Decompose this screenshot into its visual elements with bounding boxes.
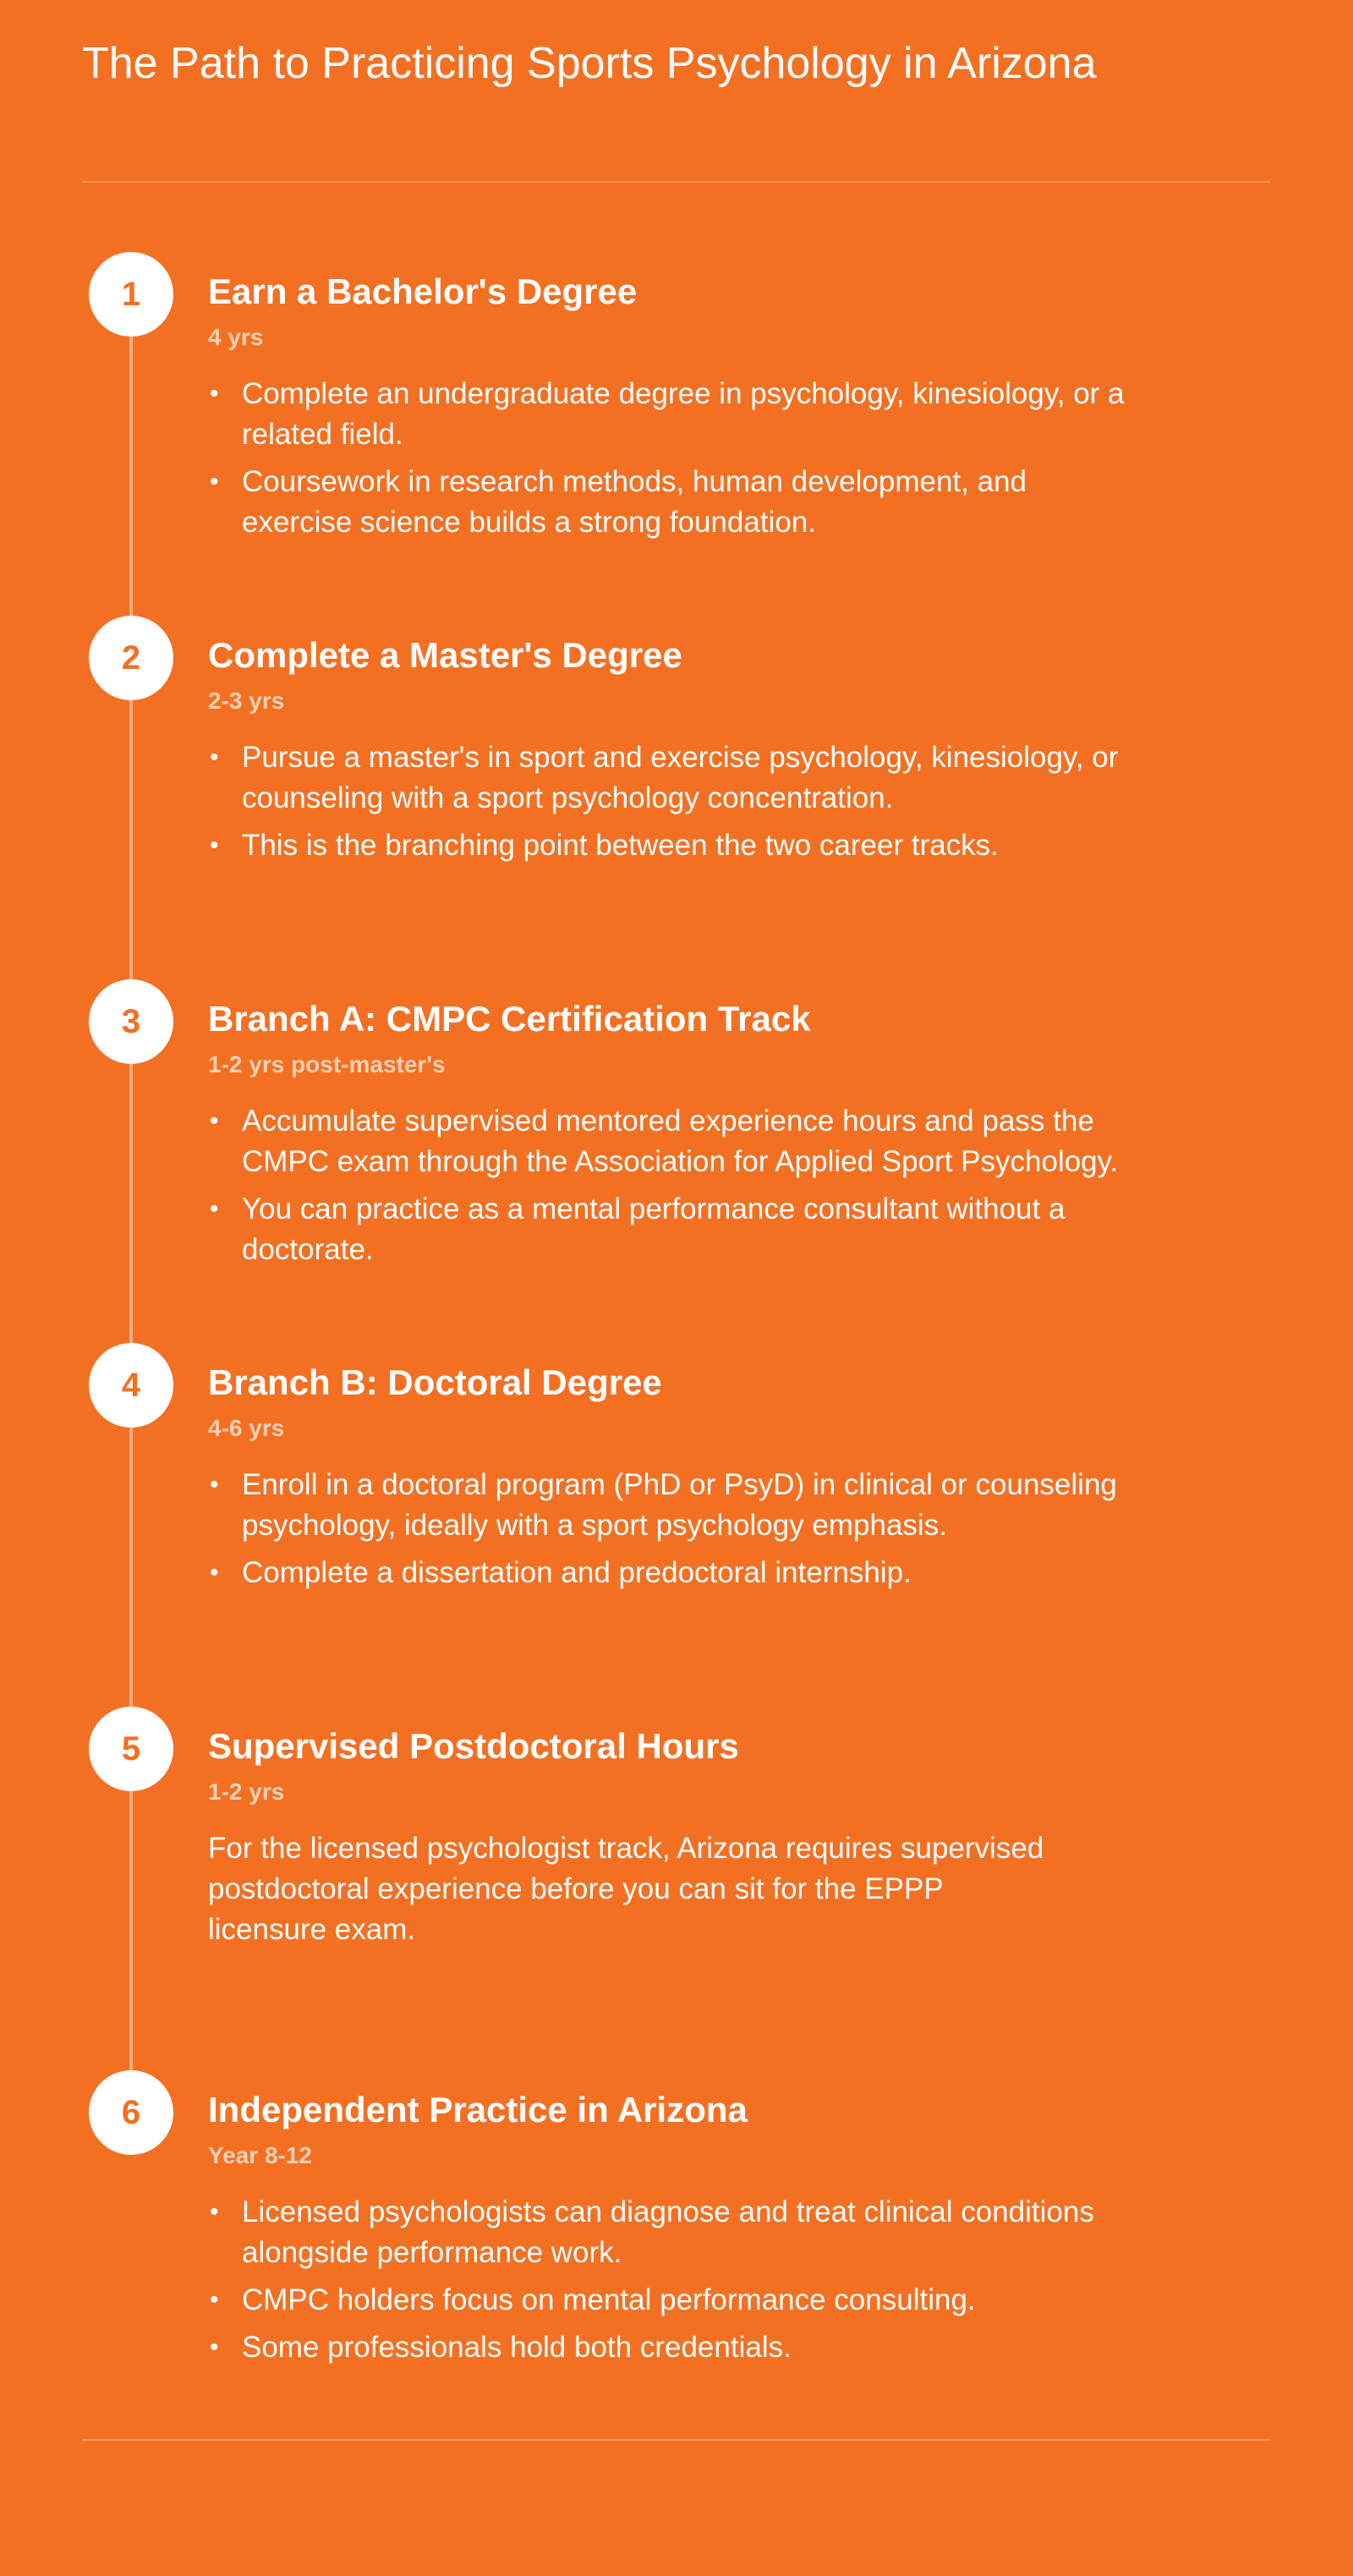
step-title: Independent Practice in Arizona [208,2090,748,2129]
step-number-circle: 5 [89,1707,173,1791]
step-duration: 2-3 yrs [208,688,285,714]
step-number-circle: 2 [89,616,173,700]
step-bullet-list [208,2192,1138,2375]
timeline-line [129,293,133,2153]
step-description: For the licensed psychologist track, Arizona requires supervised postdoctoral experience before you can sit for the EPPP licensure exam. [208,1832,1044,1946]
page-title: The Path to Practicing Sports Psychology in Arizona [82,39,1097,88]
step-number-circle: 6 [89,2070,173,2155]
step-bullet-list [208,1101,1138,1277]
step-bullet: • You can practice as a mental performance consultant without a doctorate. [208,1189,1138,1270]
step-title: Complete a Master's Degree [208,635,682,675]
step-bullet: • Coursework in research methods, human development, and exercise science builds a strong foundation. [208,462,1138,543]
step-number-circle: 4 [89,1343,173,1428]
step-bullet: • Complete a dissertation and predoctoral internship. [208,1553,1138,1593]
step-bullet: • Licensed psychologists can diagnose and treat clinical conditions alongside performance work. [208,2192,1138,2273]
step-bullet: • Enroll in a doctoral program (PhD or PsyD) in clinical or counseling psychology, ideally with a sport psychology emphasis. [208,1465,1138,1546]
step-duration: 1-2 yrs [208,1779,285,1805]
step-number-circle: 1 [89,252,173,337]
step-title: Supervised Postdoctoral Hours [208,1726,739,1766]
step-title: Branch B: Doctoral Degree [208,1362,662,1402]
step-bullet-list [208,374,1138,550]
step-bullet-list [208,737,1138,873]
step-duration: 1-2 yrs post-master's [208,1051,446,1077]
step-bullet: • This is the branching point between the two career tracks. [208,825,1138,866]
step-bullet: • Accumulate supervised mentored experience hours and pass the CMPC exam through the Association for Applied Sport Psychology. [208,1101,1138,1182]
step-title: Earn a Bachelor's Degree [208,271,638,311]
header-divider [82,181,1271,183]
step-number-circle: 3 [89,979,173,1064]
step-bullet: • Some professionals hold both credentials. [208,2327,1138,2368]
step-title: Branch A: CMPC Certification Track [208,999,811,1039]
step-duration: 4-6 yrs [208,1415,285,1441]
step-bullet: • Pursue a master's in sport and exercise psychology, kinesiology, or counseling with a sport psychology concentration. [208,737,1138,819]
step-bullet: • CMPC holders focus on mental performance consulting. [208,2280,1138,2321]
footer-divider [82,2439,1271,2441]
step-bullet-list [208,1465,1138,1600]
step-duration: Year 8-12 [208,2142,312,2168]
step-bullet: • Complete an undergraduate degree in psychology, kinesiology, or a related field. [208,374,1138,455]
step-duration: 4 yrs [208,324,264,350]
